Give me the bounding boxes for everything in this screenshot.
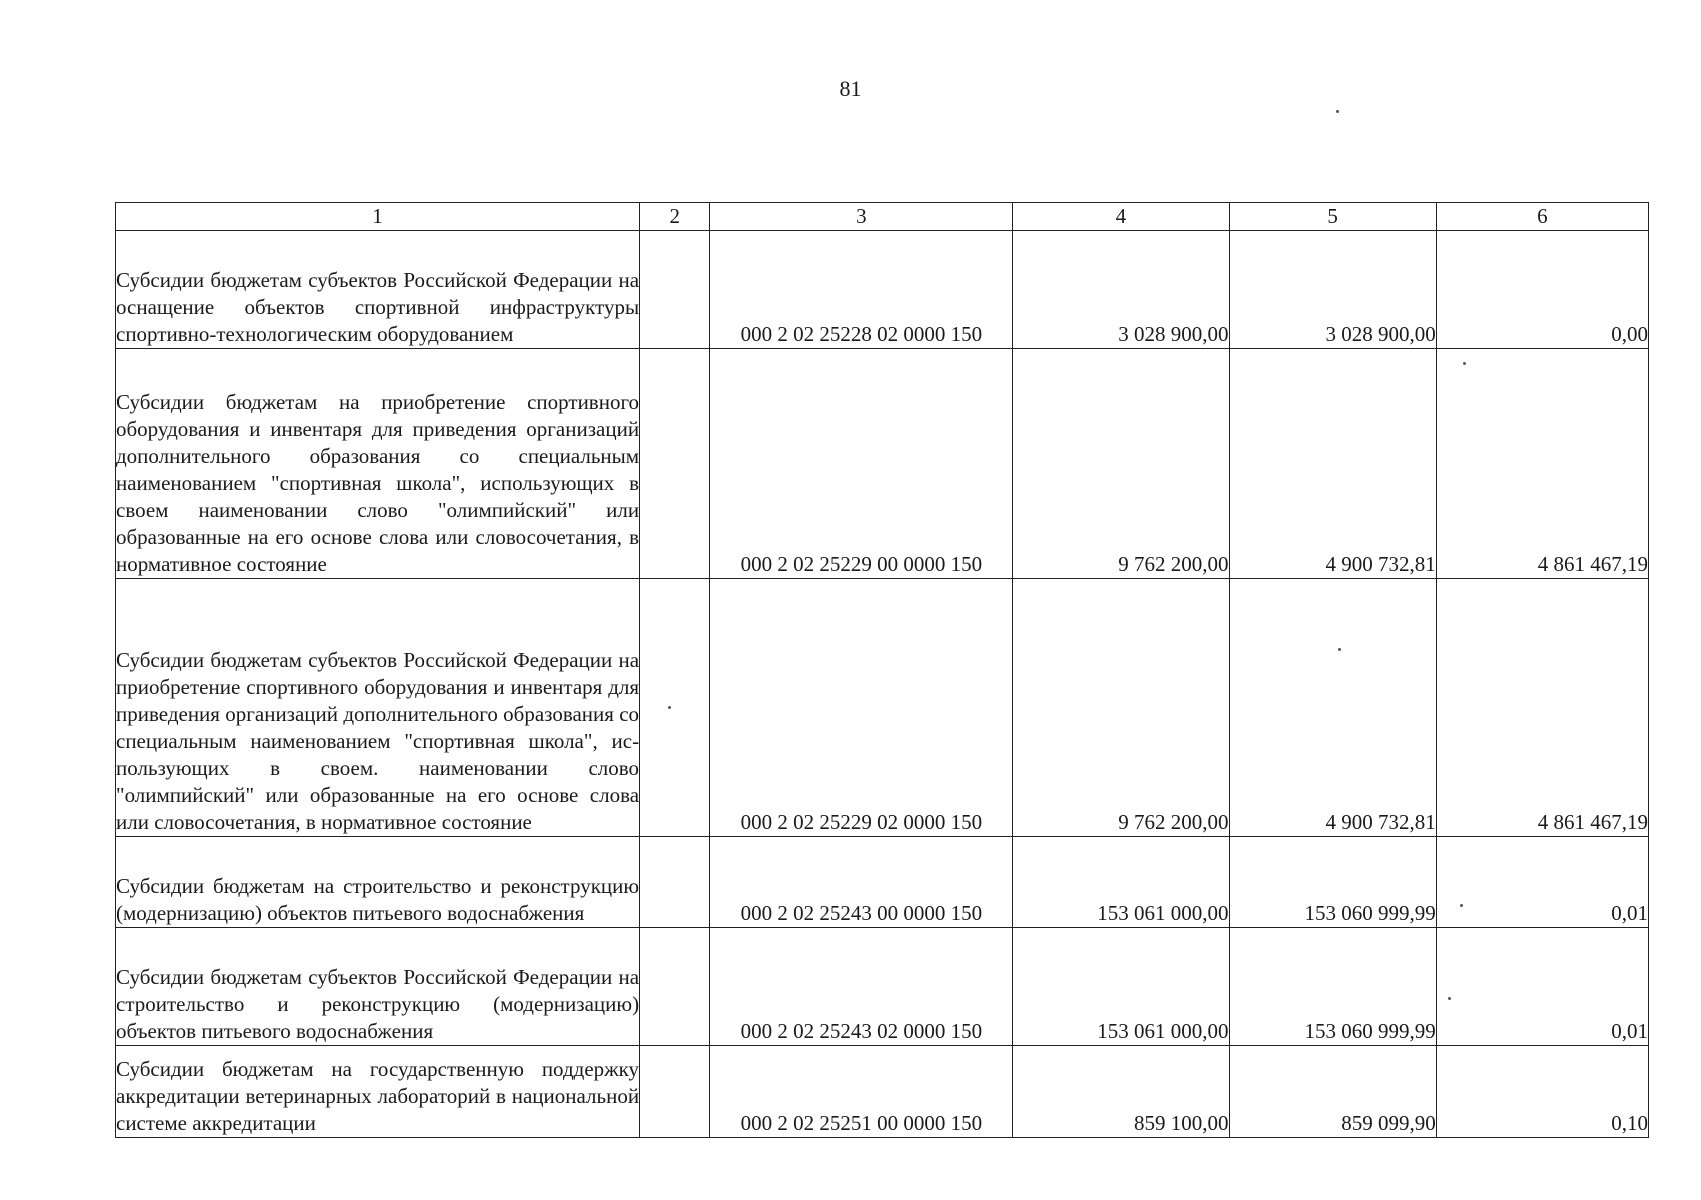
row-col5-value: 153 060 999,99 bbox=[1229, 837, 1436, 928]
column-header: 3 bbox=[710, 203, 1013, 231]
table-row bbox=[116, 349, 1649, 579]
table-row bbox=[116, 231, 1649, 349]
row-col2 bbox=[640, 1046, 710, 1138]
row-description: Субсидии бюджетам на строительство и реконструкцию (модернизацию) объектов питьевого водоснабжения bbox=[116, 837, 640, 928]
table-row bbox=[116, 1046, 1649, 1138]
row-col2 bbox=[640, 349, 710, 579]
row-description: Субсидии бюджетам на государственную поддержку аккредитации ветеринарных лабораторий в национальной системе аккредитации bbox=[116, 1046, 640, 1138]
scan-speck bbox=[1338, 648, 1341, 651]
row-classification-code: 000 2 02 25228 02 0000 150 bbox=[710, 231, 1013, 349]
row-col2 bbox=[640, 579, 710, 837]
row-description: Субсидии бюджетам субъектов Российской Федерации на строительство и реконструкцию (модернизацию) объектов питьевого водоснабжения bbox=[116, 928, 640, 1046]
row-col6-value: 4 861 467,19 bbox=[1436, 579, 1648, 837]
row-col6-value: 0,00 bbox=[1436, 231, 1648, 349]
row-col6-value: 0,01 bbox=[1436, 837, 1648, 928]
column-header: 1 bbox=[116, 203, 640, 231]
row-col5-value: 3 028 900,00 bbox=[1229, 231, 1436, 349]
row-col2 bbox=[640, 837, 710, 928]
row-description: Субсидии бюджетам субъектов Российской Федерации на оснащение объектов спортивной инфраструктуры спортивно-технологическим оборудованием bbox=[116, 231, 640, 349]
row-col4-value: 153 061 000,00 bbox=[1013, 837, 1229, 928]
row-col6-value: 0,10 bbox=[1436, 1046, 1648, 1138]
header-row bbox=[116, 203, 1649, 231]
row-col2 bbox=[640, 928, 710, 1046]
row-col5-value: 4 900 732,81 bbox=[1229, 579, 1436, 837]
table-row bbox=[116, 579, 1649, 837]
row-description: Субсидии бюджетам на приобретение спортивного оборудования и инвентаря для приведения организаций дополнительного образования со специальным наименованием "спортивная школа", использующих в своем наименовании слово "олимпийский" или образованные на его основе слова или словосочетания, в нормативное состояние bbox=[116, 349, 640, 579]
row-col6-value: 4 861 467,19 bbox=[1436, 349, 1648, 579]
page-number: 81 bbox=[839, 76, 862, 101]
table-row bbox=[116, 928, 1649, 1046]
row-classification-code: 000 2 02 25229 00 0000 150 bbox=[710, 349, 1013, 579]
row-col5-value: 4 900 732,81 bbox=[1229, 349, 1436, 579]
row-col6-value: 0,01 bbox=[1436, 928, 1648, 1046]
row-col2 bbox=[640, 231, 710, 349]
scan-speck bbox=[1460, 904, 1463, 907]
row-col5-value: 153 060 999,99 bbox=[1229, 928, 1436, 1046]
column-header: 6 bbox=[1436, 203, 1648, 231]
budget-table bbox=[115, 202, 1649, 1138]
row-classification-code: 000 2 02 25243 02 0000 150 bbox=[710, 928, 1013, 1046]
scan-speck bbox=[668, 706, 671, 709]
row-col4-value: 9 762 200,00 bbox=[1013, 579, 1229, 837]
row-col4-value: 859 100,00 bbox=[1013, 1046, 1229, 1138]
row-classification-code: 000 2 02 25229 02 0000 150 bbox=[710, 579, 1013, 837]
row-col5-value: 859 099,90 bbox=[1229, 1046, 1436, 1138]
row-classification-code: 000 2 02 25243 00 0000 150 bbox=[710, 837, 1013, 928]
column-header: 5 bbox=[1229, 203, 1436, 231]
column-header: 2 bbox=[640, 203, 710, 231]
column-header: 4 bbox=[1013, 203, 1229, 231]
scan-speck bbox=[1463, 362, 1466, 365]
row-col4-value: 3 028 900,00 bbox=[1013, 231, 1229, 349]
scan-speck bbox=[1336, 110, 1339, 113]
row-col4-value: 153 061 000,00 bbox=[1013, 928, 1229, 1046]
row-col4-value: 9 762 200,00 bbox=[1013, 349, 1229, 579]
scan-speck bbox=[1448, 997, 1451, 1000]
row-description: Субсидии бюджетам субъектов Российской Федерации на приобретение спортивного оборудования и инвентаря для приведения организаций дополнительного образования со специальным наименованием "спортивная школа", использующих в своем. наименовании слово "олимпийский" или образованные на его основе слова или словосочетания, в нормативное состояние bbox=[116, 579, 640, 837]
row-classification-code: 000 2 02 25251 00 0000 150 bbox=[710, 1046, 1013, 1138]
table-row bbox=[116, 837, 1649, 928]
